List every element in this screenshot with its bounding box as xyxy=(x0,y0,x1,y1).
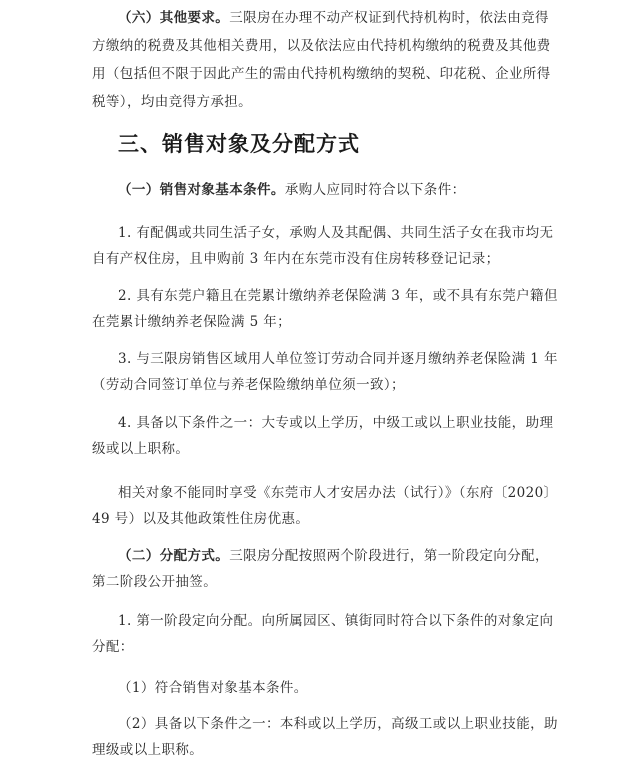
paragraph-other-requirements xyxy=(92,4,560,116)
condition-item-1: 1. 有配偶或共同生活子女，承购人及其配偶、共同生活子女在我市均无自有产权住房，且申购前 3 年内在东莞市没有住房转移登记记录； xyxy=(92,225,554,267)
clause-text: 承购人应同时符合以下条件： xyxy=(284,182,466,198)
clause-text: 三限房分配按照两个阶段进行，第一阶段定向分配，第二阶段公开抽签。 xyxy=(92,548,549,590)
section-heading: 三、销售对象及分配方式 xyxy=(118,132,360,156)
stage-one-condition-2: （2）具备以下条件之一：本科或以上学历，高级工或以上职业技能，助理级或以上职称。 xyxy=(92,716,558,758)
stage-one-item: 1. 第一阶段定向分配。向所属园区、镇街同时符合以下条件的对象定向分配： xyxy=(92,613,554,655)
paragraph-basic-conditions xyxy=(92,176,560,204)
exclusion-note: 相关对象不能同时享受《东莞市人才安居办法（试行）》（东府〔2020〕49 号）以及其他政策性住房优惠。 xyxy=(92,485,558,527)
clause-label: （六）其他要求。 xyxy=(118,10,230,26)
condition-item-4: 4. 具备以下条件之一：大专或以上学历，中级工或以上职业技能，助理级或以上职称。 xyxy=(92,415,554,457)
clause-label: （一）销售对象基本条件。 xyxy=(118,182,285,198)
stage-one-condition-1: （1）符合销售对象基本条件。 xyxy=(118,680,308,696)
condition-item-3: 3. 与三限房销售区域用人单位签订劳动合同并逐月缴纳养老保险满 1 年（劳动合同签订单位与养老保险缴纳单位须一致）； xyxy=(92,351,558,393)
clause-text: 三限房在办理不动产权证到代持机构时，依法由竞得方缴纳的税费及其他相关费用，以及依法应由代持机构缴纳的税费及其他费用（包括但不限于因此产生的需由代持机构缴纳的契税、印花税、企业所得税等），均由竞得方承担。 xyxy=(92,10,551,110)
paragraph-allocation-method xyxy=(92,543,560,595)
condition-item-2: 2. 具有东莞户籍且在莞累计缴纳养老保险满 3 年，或不具有东莞户籍但在莞累计缴纳养老保险满 5 年； xyxy=(92,288,558,330)
clause-label: （二）分配方式。 xyxy=(118,548,230,564)
